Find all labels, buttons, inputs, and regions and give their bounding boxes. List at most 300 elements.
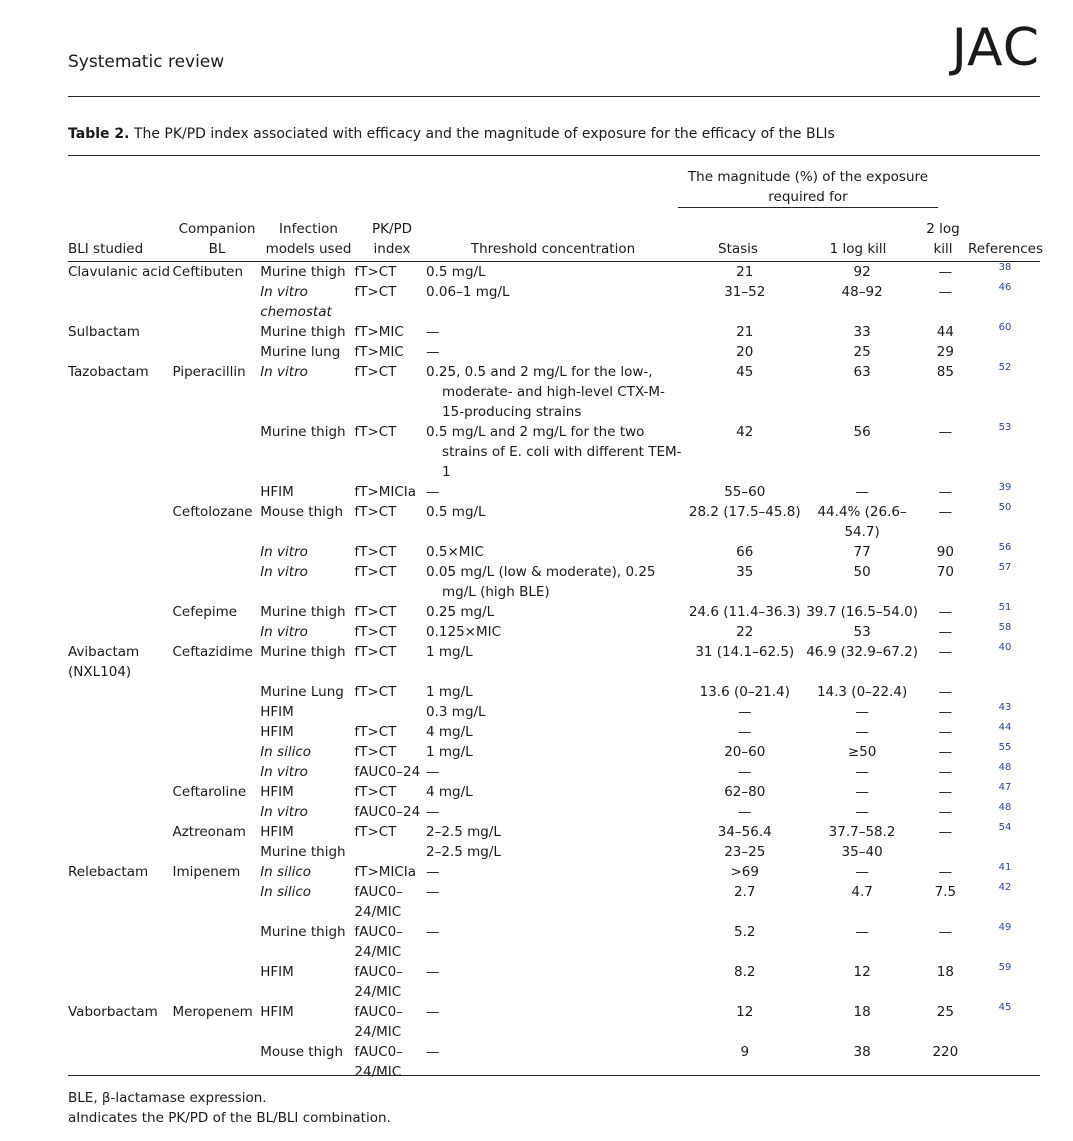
reference-cell[interactable]: [970, 562, 1040, 602]
table-row: [68, 622, 1040, 642]
reference-link[interactable]: 51: [998, 602, 1012, 613]
threshold-cell: 0.5 mg/L: [426, 264, 486, 280]
reference-link[interactable]: 44: [998, 722, 1012, 733]
infection-cell: In vitro chemostat: [260, 284, 332, 320]
threshold-cell: —: [426, 484, 440, 500]
log2-cell: —: [938, 624, 953, 640]
table-row: [68, 282, 1040, 322]
stasis-cell: 21: [736, 264, 754, 280]
log2-cell: —: [938, 424, 953, 440]
companion-cell: [172, 282, 260, 322]
log1-cell: 14.3 (0–22.4): [816, 684, 908, 700]
log2-cell: —: [938, 764, 953, 780]
bli-cell: [68, 962, 172, 1002]
log2-cell: —: [938, 704, 953, 720]
bli-cell: Clavulanic acid: [68, 264, 171, 280]
stasis-cell: 12: [736, 1004, 754, 1020]
stasis-cell: 13.6 (0–21.4): [699, 684, 790, 700]
reference-cell[interactable]: [970, 422, 1040, 482]
companion-cell: [172, 742, 260, 762]
reference-link[interactable]: 45: [998, 1002, 1012, 1013]
pkpd-cell: fT>MICIa: [354, 864, 417, 880]
bli-cell: [68, 882, 172, 922]
bli-cell: [68, 802, 172, 822]
threshold-cell: 2–2.5 mg/L: [426, 824, 501, 840]
companion-cell: Piperacillin: [172, 364, 246, 380]
reference-link[interactable]: 48: [998, 802, 1012, 813]
log2-cell: 18: [936, 964, 954, 980]
companion-cell: [172, 422, 260, 482]
reference-cell[interactable]: [970, 282, 1040, 322]
reference-cell[interactable]: [970, 502, 1040, 542]
reference-link[interactable]: 38: [998, 262, 1012, 273]
threshold-cell: —: [426, 884, 440, 900]
log1-cell: 39.7 (16.5–54.0): [806, 604, 918, 620]
companion-cell: [172, 542, 260, 562]
bli-cell: [68, 282, 172, 322]
reference-link[interactable]: 48: [998, 762, 1012, 773]
reference-cell[interactable]: [970, 882, 1040, 922]
threshold-cell: —: [426, 964, 440, 980]
log1-cell: —: [855, 804, 869, 820]
stasis-cell: 20: [736, 344, 754, 360]
pkpd-cell: fT>CT: [354, 824, 397, 840]
log2-cell: 29: [936, 344, 954, 360]
table-top-rule: [68, 155, 1040, 156]
stasis-cell: 42: [736, 424, 754, 440]
pkpd-cell: fT>CT: [354, 504, 397, 520]
infection-cell: HFIM: [260, 964, 294, 980]
log2-cell: —: [938, 284, 953, 300]
table-row: [68, 262, 1040, 283]
stasis-cell: 21: [736, 324, 754, 340]
table-row: [68, 602, 1040, 622]
threshold-cell: 4 mg/L: [426, 784, 473, 800]
stasis-cell: 34–56.4: [717, 824, 772, 840]
infection-cell: In silico: [260, 744, 311, 760]
reference-link[interactable]: 39: [998, 482, 1012, 493]
companion-cell: Ceftazidime: [172, 644, 253, 660]
infection-cell: Murine thigh: [260, 264, 346, 280]
table-row: [68, 722, 1040, 742]
pkpd-cell: fT>MIC: [354, 344, 404, 360]
table-row: [68, 782, 1040, 802]
pkpd-cell: fAUC0–24: [354, 764, 421, 780]
reference-link[interactable]: 49: [998, 922, 1012, 933]
pkpd-cell: fT>CT: [354, 724, 397, 740]
table-row: [68, 822, 1040, 842]
threshold-cell: —: [426, 804, 440, 820]
log1-cell: 25: [853, 344, 871, 360]
threshold-cell: 0.06–1 mg/L: [426, 284, 510, 300]
infection-cell: In silico: [260, 884, 311, 900]
pkpd-cell: fT>CT: [354, 364, 397, 380]
bli-cell: [68, 682, 172, 702]
stasis-cell: 35: [736, 564, 754, 580]
log1-cell: 53: [853, 624, 871, 640]
infection-cell: Murine thigh: [260, 844, 346, 860]
log2-cell: [921, 842, 970, 862]
companion-cell: [172, 882, 260, 922]
companion-cell: Ceftaroline: [172, 784, 247, 800]
reference-cell[interactable]: [970, 642, 1040, 682]
infection-cell: HFIM: [260, 704, 294, 720]
pkpd-cell: fT>CT: [354, 564, 397, 580]
log2-cell: —: [938, 644, 953, 660]
pkpd-cell: [354, 702, 426, 722]
infection-cell: Mouse thigh: [260, 504, 344, 520]
stasis-cell: 66: [736, 544, 754, 560]
threshold-cell: —: [426, 924, 440, 940]
footnote-a: aIndicates the PK/PD of the BL/BLI combination.: [68, 1110, 391, 1126]
exposure-group-header: The magnitude (%) of the exposure required for: [687, 169, 929, 205]
log1-cell: 38: [853, 1044, 871, 1060]
stasis-cell: 55–60: [724, 484, 766, 500]
table-row: [68, 862, 1040, 882]
col-header-1log: 1 log kill: [829, 241, 887, 257]
companion-cell: Ceftolozane: [172, 504, 253, 520]
stasis-cell: 28.2 (17.5–45.8): [688, 504, 801, 520]
threshold-cell: —: [426, 324, 440, 340]
journal-logo: JAC: [951, 18, 1040, 78]
reference-cell[interactable]: [970, 362, 1040, 422]
log2-cell: 90: [936, 544, 954, 560]
log2-cell: —: [938, 784, 953, 800]
companion-cell: [172, 682, 260, 702]
infection-cell: In vitro: [260, 804, 308, 820]
stasis-cell: 23–25: [724, 844, 766, 860]
threshold-cell: 0.5×MIC: [426, 544, 484, 560]
infection-cell: HFIM: [260, 824, 294, 840]
reference-link[interactable]: 53: [998, 422, 1012, 433]
bli-cell: [68, 502, 172, 542]
stasis-cell: 8.2: [734, 964, 756, 980]
log2-cell: —: [938, 824, 953, 840]
infection-cell: In vitro: [260, 624, 308, 640]
companion-cell: [172, 342, 260, 362]
table-row: [68, 1002, 1040, 1042]
table-row: [68, 542, 1040, 562]
table-row: [68, 422, 1040, 482]
table-row: [68, 562, 1040, 602]
pkpd-cell: fT>CT: [354, 604, 397, 620]
bli-cell: [68, 562, 172, 602]
table-row: [68, 322, 1040, 342]
table-row: [68, 802, 1040, 822]
threshold-cell: —: [426, 764, 440, 780]
table-row: [68, 922, 1040, 962]
log1-cell: —: [855, 864, 869, 880]
table-row: [68, 702, 1040, 722]
threshold-cell: 1 mg/L: [426, 644, 473, 660]
reference-link[interactable]: 58: [998, 622, 1012, 633]
reference-link[interactable]: 60: [998, 322, 1012, 333]
companion-cell: [172, 922, 260, 962]
log1-cell: 12: [853, 964, 871, 980]
log2-cell: —: [938, 504, 953, 520]
table-row: [68, 482, 1040, 502]
col-header-bli: BLI studied: [68, 241, 144, 257]
threshold-cell: —: [426, 864, 440, 880]
companion-cell: Meropenem: [172, 1004, 253, 1020]
pkpd-cell: fAUC0–24/MIC: [354, 964, 404, 1000]
threshold-cell: 1 mg/L: [426, 744, 473, 760]
threshold-cell: —: [426, 1044, 440, 1060]
infection-cell: In vitro: [260, 544, 308, 560]
log2-cell: —: [938, 604, 953, 620]
log1-cell: 37.7–58.2: [828, 824, 896, 840]
infection-cell: Mouse thigh: [260, 1044, 344, 1060]
pkpd-cell: fT>CT: [354, 744, 397, 760]
reference-link[interactable]: 59: [998, 962, 1012, 973]
pkpd-cell: fT>CT: [354, 424, 397, 440]
companion-cell: [172, 802, 260, 822]
group-header-rule: [678, 207, 938, 208]
table-row: [68, 362, 1040, 422]
reference-link[interactable]: 40: [998, 642, 1012, 653]
bli-cell: Tazobactam: [68, 364, 149, 380]
footnote-ble: BLE, β-lactamase expression.: [68, 1090, 267, 1106]
log1-cell: 50: [853, 564, 871, 580]
bli-cell: [68, 702, 172, 722]
log2-cell: —: [938, 264, 953, 280]
bli-cell: [68, 422, 172, 482]
pkpd-cell: fT>CT: [354, 264, 397, 280]
log2-cell: 7.5: [934, 884, 957, 900]
log1-cell: 56: [853, 424, 871, 440]
log1-cell: 46.9 (32.9–67.2): [806, 644, 918, 660]
bli-cell: Avibactam (NXL104): [68, 644, 140, 680]
col-header-stasis: Stasis: [718, 241, 758, 257]
table-row: [68, 962, 1040, 1002]
bli-cell: [68, 482, 172, 502]
log2-cell: —: [938, 744, 953, 760]
infection-cell: In vitro: [260, 564, 308, 580]
reference-link[interactable]: 54: [998, 822, 1012, 833]
infection-cell: In vitro: [260, 764, 308, 780]
infection-cell: Murine thigh: [260, 924, 346, 940]
pkpd-cell: fT>CT: [354, 684, 397, 700]
pkpd-cell: [354, 842, 426, 862]
log1-cell: 33: [853, 324, 871, 340]
reference-cell[interactable]: [970, 1002, 1040, 1042]
reference-link[interactable]: 41: [998, 862, 1012, 873]
section-title: Systematic review: [68, 52, 225, 72]
pkpd-cell: fT>MIC: [354, 324, 404, 340]
pkpd-cell: fT>CT: [354, 624, 397, 640]
reference-link[interactable]: 47: [998, 782, 1012, 793]
threshold-cell: —: [426, 344, 440, 360]
table-row: [68, 342, 1040, 362]
log1-cell: —: [855, 704, 869, 720]
table-row: [68, 742, 1040, 762]
companion-cell: [172, 562, 260, 602]
infection-cell: Murine Lung: [260, 684, 344, 700]
bli-cell: Vaborbactam: [68, 1004, 158, 1020]
infection-cell: HFIM: [260, 484, 294, 500]
reference-cell[interactable]: [970, 922, 1040, 962]
bli-cell: Relebactam: [68, 864, 149, 880]
table-caption: [68, 126, 835, 142]
reference-link[interactable]: 46: [998, 282, 1012, 293]
pkpd-cell: fT>MICIa: [354, 484, 417, 500]
bli-cell: [68, 742, 172, 762]
infection-cell: In vitro: [260, 364, 308, 380]
threshold-cell: 0.125×MIC: [426, 624, 502, 640]
companion-cell: Imipenem: [172, 864, 241, 880]
bli-cell: [68, 822, 172, 842]
stasis-cell: —: [738, 804, 752, 820]
infection-cell: Murine thigh: [260, 644, 346, 660]
log1-cell: 48–92: [841, 284, 883, 300]
infection-cell: HFIM: [260, 724, 294, 740]
log2-cell: —: [938, 684, 953, 700]
companion-cell: Cefepime: [172, 604, 238, 620]
bli-cell: [68, 622, 172, 642]
table-row: [68, 842, 1040, 862]
stasis-cell: —: [738, 764, 752, 780]
log2-cell: 44: [936, 324, 954, 340]
col-header-2log: 2 log kill: [926, 221, 960, 257]
stasis-cell: 2.7: [734, 884, 756, 900]
pkpd-cell: fAUC0–24/MIC: [354, 884, 404, 920]
bli-cell: Sulbactam: [68, 324, 140, 340]
log2-cell: —: [938, 924, 953, 940]
log2-cell: —: [938, 484, 953, 500]
reference-cell[interactable]: [970, 822, 1040, 842]
pkpd-cell: fAUC0–24/MIC: [354, 1044, 404, 1080]
reference-link[interactable]: 50: [998, 502, 1012, 513]
table-label: Table 2.: [68, 126, 130, 142]
bli-cell: [68, 782, 172, 802]
infection-cell: Murine thigh: [260, 604, 346, 620]
pkpd-cell: fT>CT: [354, 644, 397, 660]
companion-cell: [172, 962, 260, 1002]
log1-cell: 18: [853, 1004, 871, 1020]
log2-cell: 85: [936, 364, 954, 380]
threshold-cell: 0.25 mg/L: [426, 604, 495, 620]
threshold-cell: —: [426, 1004, 440, 1020]
bli-cell: [68, 542, 172, 562]
stasis-cell: 24.6 (11.4–36.3): [688, 604, 801, 620]
threshold-cell: 2–2.5 mg/L: [426, 844, 501, 860]
col-header-pkpd: PK/PD index: [371, 221, 413, 257]
companion-cell: [172, 702, 260, 722]
companion-cell: Aztreonam: [172, 824, 246, 840]
reference-cell[interactable]: [970, 962, 1040, 1002]
stasis-cell: 31 (14.1–62.5): [695, 644, 795, 660]
data-table: [68, 155, 1044, 1080]
stasis-cell: 22: [736, 624, 754, 640]
col-header-threshold: Threshold concentration: [470, 241, 636, 257]
log2-cell: —: [938, 864, 953, 880]
log2-cell: 25: [936, 1004, 954, 1020]
log2-cell: 70: [936, 564, 954, 580]
log1-cell: —: [855, 764, 869, 780]
stasis-cell: 20–60: [724, 744, 766, 760]
pkpd-cell: fAUC0–24/MIC: [354, 924, 404, 960]
log2-cell: 220: [932, 1044, 959, 1060]
companion-cell: [172, 482, 260, 502]
reference-link[interactable]: 56: [998, 542, 1012, 553]
infection-cell: HFIM: [260, 1004, 294, 1020]
infection-cell: In silico: [260, 864, 311, 880]
bli-cell: [68, 922, 172, 962]
stasis-cell: —: [738, 724, 752, 740]
reference-link[interactable]: 52: [998, 362, 1012, 373]
threshold-cell: 1 mg/L: [426, 684, 473, 700]
stasis-cell: 62–80: [724, 784, 766, 800]
reference-link[interactable]: 55: [998, 742, 1012, 753]
table-row: [68, 882, 1040, 922]
pkpd-cell: fAUC0–24: [354, 804, 421, 820]
bli-cell: [68, 722, 172, 742]
log1-cell: 63: [853, 364, 871, 380]
log1-cell: —: [855, 784, 869, 800]
table-row: [68, 762, 1040, 782]
log1-cell: 4.7: [851, 884, 873, 900]
companion-cell: [172, 622, 260, 642]
table-body: [68, 261, 1040, 1082]
col-header-references: References: [968, 241, 1044, 257]
col-header-infection: Infection models used: [265, 221, 352, 257]
log1-cell: ≥50: [847, 744, 877, 760]
log1-cell: —: [855, 924, 869, 940]
stasis-cell: 45: [736, 364, 754, 380]
log1-cell: —: [855, 724, 869, 740]
bli-cell: [68, 842, 172, 862]
reference-link[interactable]: 43: [998, 702, 1012, 713]
threshold-cell: 0.25, 0.5 and 2 mg/L for the low-, moderate- and high-level CTX-M-15-producing strains: [426, 364, 665, 420]
pkpd-cell: fT>CT: [354, 544, 397, 560]
reference-cell[interactable]: [970, 322, 1040, 342]
stasis-cell: —: [738, 704, 752, 720]
threshold-cell: 0.5 mg/L and 2 mg/L for the two strains of E. coli with different TEM-1: [426, 424, 682, 480]
threshold-cell: 0.5 mg/L: [426, 504, 486, 520]
reference-link[interactable]: 42: [998, 882, 1012, 893]
table-row: [68, 642, 1040, 682]
log1-cell: —: [855, 484, 869, 500]
companion-cell: [172, 322, 260, 342]
col-header-companion: Companion BL: [178, 221, 256, 257]
table-footnotes: [68, 1075, 1040, 1128]
infection-cell: Murine thigh: [260, 324, 346, 340]
log2-cell: —: [938, 724, 953, 740]
log1-cell: 35–40: [841, 844, 883, 860]
table-row: [68, 682, 1040, 702]
bli-cell: [68, 762, 172, 782]
table-title: The PK/PD index associated with efficacy and the magnitude of exposure for the efficacy of the BLIs: [133, 126, 835, 142]
pkpd-cell: fT>CT: [354, 784, 397, 800]
reference-link[interactable]: 57: [998, 562, 1012, 573]
pkpd-cell: fAUC0–24/MIC: [354, 1004, 404, 1040]
threshold-cell: 4 mg/L: [426, 724, 473, 740]
stasis-cell: 5.2: [734, 924, 756, 940]
infection-cell: Murine thigh: [260, 424, 346, 440]
table-row: [68, 502, 1040, 542]
companion-cell: Ceftibuten: [172, 264, 244, 280]
bli-cell: [68, 342, 172, 362]
stasis-cell: >69: [730, 864, 759, 880]
pkpd-cell: fT>CT: [354, 284, 397, 300]
threshold-cell: 0.3 mg/L: [426, 704, 486, 720]
log1-cell: 77: [853, 544, 871, 560]
companion-cell: [172, 722, 260, 742]
log2-cell: —: [938, 804, 953, 820]
infection-cell: Murine lung: [260, 344, 341, 360]
stasis-cell: 31–52: [724, 284, 766, 300]
log1-cell: 44.4% (26.6–54.7): [817, 504, 907, 540]
